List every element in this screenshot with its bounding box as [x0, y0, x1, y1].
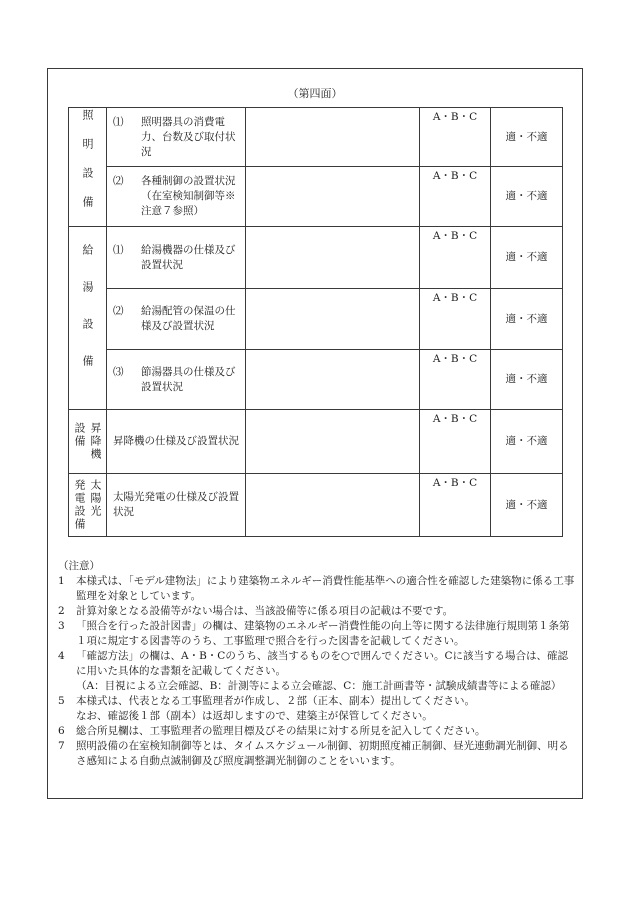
design-doc-cell[interactable] — [246, 227, 420, 289]
result-cell[interactable]: 適・不適 — [491, 289, 563, 350]
check-method-cell[interactable]: A・B・C — [420, 167, 491, 227]
item-text: 各種制御の設置状況（在室検知制御等※注意７参照） — [141, 175, 236, 217]
check-method-cell[interactable]: A・B・C — [420, 350, 491, 410]
check-method-cell[interactable]: A・B・C — [420, 474, 491, 537]
item-cell — [107, 289, 246, 350]
notes-heading: （注意） — [58, 560, 100, 572]
check-method-cell[interactable]: A・B・C — [420, 227, 491, 289]
category-hot-water: 給湯設備 — [69, 227, 107, 410]
result-cell[interactable]: 適・不適 — [491, 167, 563, 227]
category-solar: 太陽光 発電設備 — [69, 474, 107, 537]
table-row — [69, 410, 563, 474]
category-elevator: 昇降機 設備 — [69, 410, 107, 474]
table-row — [69, 289, 563, 350]
category-lighting: 照明設備 — [69, 108, 107, 227]
item-cell — [107, 350, 246, 410]
item-cell — [107, 167, 246, 227]
table-row — [69, 108, 563, 167]
note-4-sub: （A：目視による立会確認、B：計測等による立会確認、C：施工計画書等・試験成績書等による確認） — [76, 680, 562, 692]
result-cell[interactable]: 適・不適 — [491, 227, 563, 289]
result-cell[interactable]: 適・不適 — [491, 474, 563, 537]
item-number: ⑴ — [113, 243, 124, 256]
note-6: 6 総合所見欄は、工事監理者の監理目標及びその結果に対する所見を記入してください。 — [58, 725, 486, 737]
design-doc-cell[interactable] — [246, 289, 420, 350]
design-doc-cell[interactable] — [246, 350, 420, 410]
table-row — [69, 167, 563, 227]
result-cell[interactable]: 適・不適 — [491, 350, 563, 410]
item-text: 照明器具の消費電力、台数及び取付状況 — [141, 115, 236, 158]
item-cell — [107, 474, 246, 537]
item-number: ⑶ — [113, 365, 124, 378]
table-row — [69, 227, 563, 289]
note-3: 3 「照合を行った設計図書」の欄は、建築物のエネルギー消費性能の向上等に関する法律施行規則第１条第１項に規定する図書等のうち、工事監理で照合を行った図書を記載してください。 — [58, 620, 570, 647]
item-number: ⑵ — [113, 305, 124, 317]
item-cell — [107, 108, 246, 167]
item-text: 給湯機器の仕様及び設置状況 — [141, 243, 236, 271]
item-text: 太陽光発電の仕様及び設置状況 — [113, 491, 239, 518]
check-method-cell[interactable]: A・B・C — [420, 289, 491, 350]
item-number: ⑵ — [113, 175, 124, 187]
check-method-cell[interactable]: A・B・C — [420, 410, 491, 474]
design-doc-cell[interactable] — [246, 167, 420, 227]
page-label: （第四面） — [287, 87, 343, 100]
note-5: 5 本様式は、代表となる工事監理者が作成し、２部（正本、副本）提出してください。 — [58, 695, 475, 707]
item-number: ⑴ — [113, 115, 124, 128]
table-row — [69, 350, 563, 410]
design-doc-cell[interactable] — [246, 410, 420, 474]
note-5-sub: なお、確認後１部（副本）は返却しますので、建築主が保管してください。 — [76, 710, 433, 722]
notes-section — [58, 559, 578, 769]
inspection-table — [68, 107, 563, 537]
form-frame — [47, 68, 583, 799]
note-4: 4 「確認方法」の欄は、A・B・Cのうち、該当するものを○で囲んでください。Cに該当する場合は、確認に用いた具体的な書類を記載してください。 — [58, 650, 569, 677]
check-method-cell[interactable]: A・B・C — [420, 108, 491, 167]
note-7: 7 照明設備の在室検知制御等とは、タイムスケジュール制御、初期照度補正制御、昼光連動調光制御、明るさ感知による自動点滅制御及び照度調整調光制御のことをいいます。 — [58, 740, 569, 767]
note-1: 1 本様式は、「モデル建物法」により建築物エネルギー消費性能基準への適合性を確認した建築物に係る工事監理を対象としています。 — [58, 575, 575, 602]
note-2: 2 計算対象となる設備等がない場合は、当該設備等に係る項目の記載は不要です。 — [58, 605, 454, 617]
item-cell — [107, 227, 246, 289]
result-cell[interactable]: 適・不適 — [491, 410, 563, 474]
item-text: 節湯器具の仕様及び設置状況 — [141, 365, 236, 393]
item-cell — [107, 410, 246, 474]
item-text: 給湯配管の保温の仕様及び設置状況 — [141, 305, 236, 332]
design-doc-cell[interactable] — [246, 108, 420, 167]
table-row — [69, 474, 563, 537]
result-cell[interactable]: 適・不適 — [491, 108, 563, 167]
design-doc-cell[interactable] — [246, 474, 420, 537]
item-text: 昇降機の仕様及び設置状況 — [113, 435, 239, 447]
